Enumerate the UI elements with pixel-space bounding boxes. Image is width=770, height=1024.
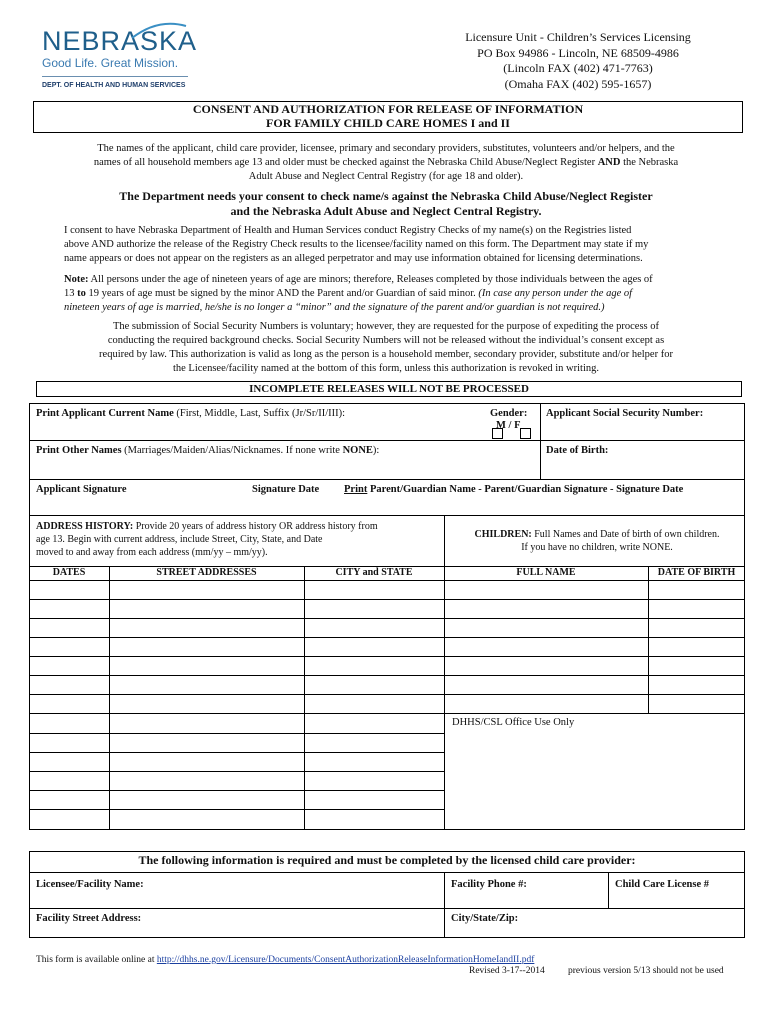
guardian-print: Print	[344, 484, 368, 495]
address-row-line	[29, 809, 444, 810]
address-history-text-1: Provide 20 years of address history OR address history from	[135, 521, 378, 532]
address-col-divider-1	[109, 566, 110, 830]
address-row-line	[29, 580, 444, 581]
intro-line-1: The names of the applicant, child care provider, licensee, primary and secondary providers, substitutes, volunteers and/or helpers, and the	[97, 143, 675, 154]
address-row-line	[29, 618, 444, 619]
table-header-top	[29, 566, 745, 567]
signature-date-field[interactable]: Signature Date	[252, 484, 320, 495]
consent-text-3: name appears or does not appear on the registers as an alleged perpetrator and may use information obtained for licensing determinations.	[64, 253, 643, 264]
dob-field[interactable]: Date of Birth:	[546, 445, 609, 456]
office-use-label: DHHS/CSL Office Use Only	[452, 717, 575, 728]
children-row-line	[444, 637, 745, 638]
children-row-line	[444, 713, 745, 714]
address-history-text-3: moved to and away from each address (mm/yy – mm/yy).	[36, 547, 268, 558]
gender-options: M / F	[496, 420, 521, 431]
logo-tagline: Good Life. Great Mission.	[42, 56, 179, 70]
applicant-divider	[540, 403, 541, 479]
provider-divider-2	[29, 908, 745, 909]
provider-heading: The following information is required and must be completed by the licensed child care provider:	[138, 853, 636, 867]
address-line-1: Licensure Unit - Children’s Services Licensing	[465, 30, 691, 44]
ssn-line-1: The submission of Social Security Numbers is voluntary; however, they are requested for the purpose of expediting the process of	[112, 321, 660, 332]
address-row-line	[29, 713, 444, 714]
license-field[interactable]: Child Care License #	[615, 879, 710, 890]
gender-label: Gender:	[490, 408, 528, 419]
footer-online	[36, 955, 534, 965]
note-to: to	[77, 288, 86, 299]
col-street: STREET ADDRESSES	[156, 567, 257, 578]
footer-online-text: This form is available online at	[36, 955, 155, 965]
note-text-2: 19 years of age must be signed by the minor AND the Parent and/or Guardian of said minor.	[88, 288, 476, 299]
agency-address	[448, 30, 708, 92]
provider-vdivider-2	[608, 872, 609, 908]
address-line-4: (Omaha FAX (402) 595-1657)	[504, 76, 652, 91]
children-row-line	[444, 618, 745, 619]
gender-female-checkbox[interactable]	[520, 428, 531, 439]
note-paragraph	[64, 273, 754, 315]
children-row-line	[444, 675, 745, 676]
address-line-2: PO Box 94986 - Lincoln, NE 68509-4986	[477, 45, 679, 60]
note-label: Note:	[64, 274, 89, 285]
note-italic-2: nineteen years of age is married, he/she is no longer a “minor” and the signature of the parent and/or guardian is not required.)	[64, 302, 605, 313]
children-label: CHILDREN:	[474, 529, 532, 540]
address-row-line	[29, 656, 444, 657]
children-row-line	[444, 580, 745, 581]
title-line-2: FOR FAMILY CHILD CARE HOMES I and II	[266, 116, 510, 130]
applicant-row-divider-1	[29, 440, 745, 441]
address-row-line	[29, 694, 444, 695]
address-history-label: ADDRESS HISTORY:	[36, 521, 134, 532]
footer-previous-version: previous version 5/13 should not be used	[568, 966, 724, 976]
nebraska-logo: NEBRASKA	[42, 26, 198, 56]
gender-male-checkbox[interactable]	[492, 428, 503, 439]
col-full-name: FULL NAME	[516, 567, 576, 578]
ssn-paragraph	[30, 320, 742, 376]
address-row-line	[29, 771, 444, 772]
address-row-line	[29, 752, 444, 753]
ssn-field[interactable]: Applicant Social Security Number:	[546, 408, 704, 419]
ssn-line-2: conducting the required background checks. Social Security Numbers will not be released without the individual’s consent except as	[107, 335, 665, 346]
consent-line-1: The Department needs your consent to check name/s against the Nebraska Child Abuse/Neglect Register	[119, 189, 653, 203]
intro-line-2-end: the Nebraska	[623, 157, 679, 168]
guardian-rest: Parent/Guardian Name - Parent/Guardian Signature - Signature Date	[369, 484, 684, 495]
logo-swoosh-icon	[130, 20, 188, 42]
consent-text-1: I consent to have Nebraska Department of Health and Human Services conduct Registry Checks of my name(s) on the Registries listed	[64, 225, 632, 236]
consent-text-2: above AND authorize the release of the Registry Check results to the licensee/facility named on this form. The Department may state if my	[64, 239, 649, 250]
guardian-signature-field[interactable]	[344, 483, 683, 496]
address-line-3: (Lincoln FAX (402) 471-7763)	[503, 61, 653, 75]
intro-paragraph	[30, 142, 742, 184]
title-line-1: CONSENT AND AUTHORIZATION FOR RELEASE OF INFORMATION	[192, 102, 584, 116]
note-italic-1: (In case any person under the age of	[478, 288, 633, 299]
consent-paragraph	[64, 224, 754, 266]
address-row-line	[29, 637, 444, 638]
address-row-line	[29, 599, 444, 600]
form-url-link[interactable]: http://dhhs.ne.gov/Licensure/Documents/ConsentAuthorizationReleaseInformationHomeIandII.pdf	[156, 955, 535, 965]
ssn-line-4: the Licensee/facility named at the bottom of this form, unless this authorization is revoked in writing.	[172, 363, 600, 374]
children-row-line	[444, 694, 745, 695]
address-history-text-2: age 13. Begin with current address, include Street, City, State, and Date	[36, 534, 323, 545]
other-names-field[interactable]	[36, 444, 379, 457]
col-city-state: CITY and STATE	[335, 567, 413, 578]
other-names-label: Print Other Names	[36, 445, 122, 456]
children-row-line	[444, 656, 745, 657]
children-row-line	[444, 599, 745, 600]
provider-vdivider-1	[444, 872, 445, 938]
children-text-1: Full Names and Date of birth of own children.	[534, 529, 720, 540]
col-date-of-birth: DATE OF BIRTH	[657, 567, 736, 578]
other-names-none: NONE	[342, 445, 373, 456]
facility-street-field[interactable]: Facility Street Address:	[36, 913, 142, 924]
applicant-name-field[interactable]	[36, 407, 345, 420]
footer-revised: Revised 3-17--2014	[469, 966, 545, 976]
other-names-hint: (Marriages/Maiden/Alias/Nicknames. If none write	[124, 445, 340, 456]
applicant-name-hint: (First, Middle, Last, Suffix (Jr/Sr/II/III):	[176, 408, 346, 419]
other-names-hint-end: ):	[372, 445, 380, 456]
consent-statement	[30, 189, 742, 219]
address-row-line	[29, 733, 444, 734]
address-col-divider-2	[304, 566, 305, 830]
address-row-line	[29, 790, 444, 791]
logo-divider	[42, 76, 188, 77]
facility-phone-field[interactable]: Facility Phone #:	[451, 879, 527, 890]
applicant-signature-field[interactable]: Applicant Signature	[36, 484, 127, 495]
intro-and: AND	[597, 157, 621, 168]
note-text-1: All persons under the age of nineteen years of age are minors; therefore, Releases completed by those individuals between the ages of	[90, 274, 653, 285]
intro-line-2: names of all household members age 13 and older must be checked against the Nebraska Child Abuse/Neglect Register	[93, 157, 596, 168]
facility-name-field[interactable]: Licensee/Facility Name:	[36, 879, 144, 890]
intro-line-3: Adult Abuse and Neglect Central Registry (for age 18 and older).	[248, 171, 524, 182]
history-children-section	[29, 516, 745, 830]
city-state-zip-field[interactable]: City/State/Zip:	[451, 913, 519, 924]
col-dates: DATES	[52, 567, 86, 578]
ssn-line-3: required by law. This authorization is valid as long as the person is a household member, secondary provider, substitute and/or helper for	[99, 349, 673, 360]
incomplete-warning: INCOMPLETE RELEASES WILL NOT BE PROCESSED	[36, 381, 742, 397]
note-13: 13	[64, 288, 75, 299]
address-row-line	[29, 675, 444, 676]
provider-divider-1	[29, 872, 745, 873]
applicant-row-divider-2	[29, 479, 745, 480]
form-title	[33, 101, 743, 133]
consent-line-2: and the Nebraska Adult Abuse and Neglect Central Registry.	[230, 204, 542, 218]
section-divider	[444, 516, 445, 830]
logo-department: DEPT. OF HEALTH AND HUMAN SERVICES	[42, 82, 186, 89]
applicant-name-label: Print Applicant Current Name	[36, 408, 174, 419]
children-text-2: If you have no children, write NONE.	[521, 542, 673, 553]
children-col-divider	[648, 566, 649, 713]
